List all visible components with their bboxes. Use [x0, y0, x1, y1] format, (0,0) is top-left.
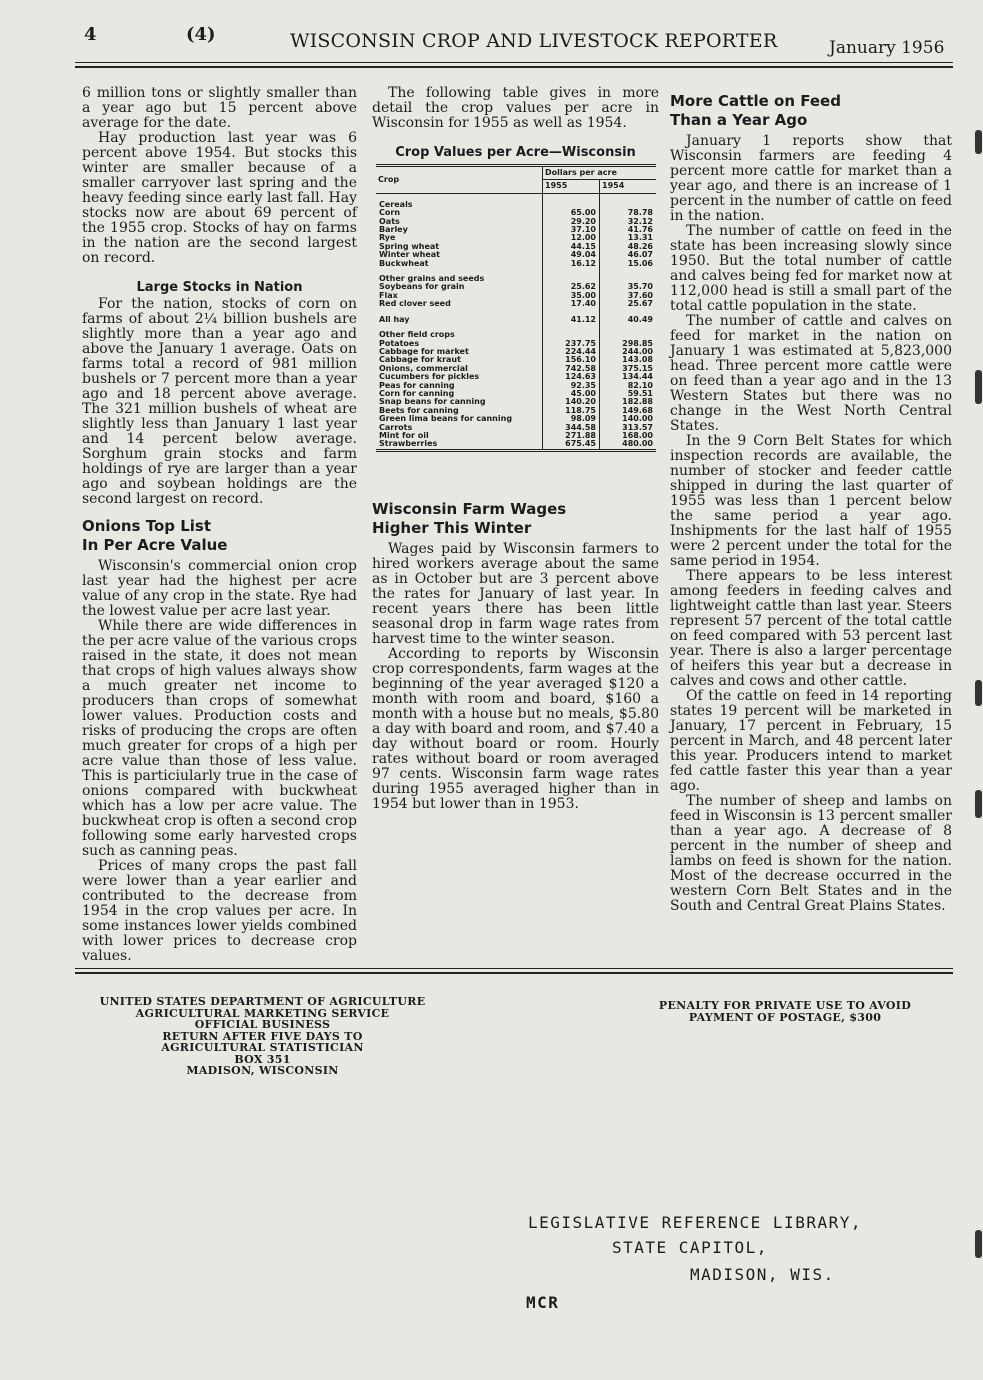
- table-cell-1954: 375.15: [600, 365, 657, 373]
- table-row: [376, 432, 656, 440]
- table-group-label: Other field crops: [379, 330, 455, 340]
- table-cell-1955: 16.12: [543, 260, 600, 268]
- table-row: [376, 292, 656, 300]
- crop-values-table: [376, 164, 656, 452]
- table-cell-crop: Onions, commercial: [379, 364, 468, 373]
- table-cell-1955: 156.10: [543, 356, 600, 364]
- table-row: [376, 415, 656, 423]
- table-cell-crop: Soybeans for grain: [379, 283, 465, 292]
- heading-line: Wisconsin Farm Wages: [372, 499, 567, 518]
- table-cell-1955: 675.45: [543, 440, 600, 450]
- footer-rule-double: [75, 972, 953, 974]
- table-cell-1955: 41.12: [543, 309, 600, 324]
- table-row: [376, 390, 656, 398]
- table-cell-crop: Corn: [379, 209, 401, 218]
- table-row: [376, 398, 656, 406]
- paragraph: While there are wide differences in the per acre value of the various crops raised in the state, it does not mean that crops of high values always show a much greater net income to producers than crops of somewhat lower values. Production costs and risks of producing the crops are often much greater for crops of a high per acre value than those of less value. This is particiularly true in the case of onions compared with buckwheat which has a low per acre value. The buckwheat crop is often a second crop following some early harvested crops such as canning peas.: [82, 618, 357, 859]
- table-group-row: [376, 193, 656, 209]
- table-cell-1954: 313.57: [600, 424, 657, 432]
- table-cell-empty: [543, 193, 600, 209]
- table-cell-empty: [600, 268, 657, 283]
- table-header-group: Dollars per acre: [543, 166, 657, 180]
- heading-line: Onions Top List: [82, 517, 212, 535]
- table-group-row: [376, 324, 656, 339]
- recipient-address-line: MADISON, WIS.: [690, 1265, 835, 1284]
- table-cell-crop: Carrots: [379, 423, 413, 432]
- table-cell-1954: 134.44: [600, 373, 657, 381]
- table-cell-1955: 25.62: [543, 283, 600, 291]
- table-group-label: Other grains and seeds: [379, 274, 485, 284]
- table-cell-crop: Beets for canning: [379, 406, 459, 415]
- table-cell-1954: 480.00: [600, 440, 657, 450]
- table-cell-crop: Cabbage for kraut: [379, 356, 461, 365]
- table-group-label: Cereals: [379, 199, 413, 209]
- heading-line: In Per Acre Value: [82, 536, 228, 554]
- scan-edge-mark: [975, 790, 982, 818]
- column-middle: [372, 86, 659, 812]
- heading-line: Higher This Winter: [372, 518, 532, 537]
- table-cell-crop: Corn for canning: [379, 389, 455, 398]
- table-cell-1954: 32.12: [600, 218, 657, 226]
- table-cell-1955: 29.20: [543, 218, 600, 226]
- table-row: [376, 283, 656, 291]
- return-address-line: MADISON, WISCONSIN: [186, 1064, 339, 1077]
- subheading: Large Stocks in Nation: [136, 280, 303, 295]
- postage-notice-line: PENALTY FOR PRIVATE USE TO AVOID: [658, 999, 912, 1012]
- table-row: [376, 348, 656, 356]
- table-cell-1954: 13.31: [600, 234, 657, 242]
- table-cell-1954: 46.07: [600, 251, 657, 259]
- scan-edge-mark: [975, 130, 982, 154]
- table-row: [376, 373, 656, 381]
- return-address-line: AGRICULTURAL STATISTICIAN: [161, 1041, 364, 1054]
- paragraph: Prices of many crops the past fall were lower than a year earlier and contributed to the decrease from 1954 in the crop values per acre. In some instances lower yields combined with lower prices to decrease crop values.: [82, 858, 357, 964]
- table-cell-1955: 98.09: [543, 415, 600, 423]
- table-cell-crop: Cabbage for market: [379, 347, 469, 356]
- table-cell-1954: 48.26: [600, 243, 657, 251]
- return-address-line: RETURN AFTER FIVE DAYS TO: [162, 1029, 363, 1043]
- table-header-crop: Crop: [376, 166, 543, 194]
- paragraph: The number of sheep and lambs on feed in Wisconsin is 13 percent smaller than a year ago. A decrease of 8 percent in the number of sheep and lambs on feed is shown for the nation. Most of the decrease occurred in the western Corn Belt States and in the South and Central Great Plains States.: [670, 793, 952, 914]
- scan-edge-mark: [975, 1230, 982, 1258]
- return-address-block: [70, 996, 455, 1077]
- table-cell-crop: Potatoes: [379, 339, 420, 348]
- postage-notice-line: PAYMENT OF POSTAGE, $300: [688, 1010, 882, 1024]
- header-rule: [75, 62, 953, 63]
- table-header-1954: 1954: [600, 180, 657, 193]
- scan-edge-mark: [975, 680, 982, 706]
- table-cell-crop: Red clover seed: [379, 300, 451, 309]
- table-row: [376, 382, 656, 390]
- table-row: [376, 209, 656, 217]
- return-address-line: AGRICULTURAL MARKETING SERVICE: [135, 1006, 390, 1020]
- table-cell-crop: Peas for canning: [379, 381, 455, 390]
- header-rule-double: [75, 66, 953, 68]
- table-cell-1954: 244.00: [600, 348, 657, 356]
- table-cell-1955: 92.35: [543, 382, 600, 390]
- publication-title: WISCONSIN CROP AND LIVESTOCK REPORTER: [290, 30, 778, 52]
- recipient-address-line: LEGISLATIVE REFERENCE LIBRARY,: [528, 1213, 862, 1232]
- paragraph: In the 9 Corn Belt States for which inspection records are available, the number of stocker and feeder cattle shipped in during the last quarter of 1955 was less than 1 percent below the same period a year ago. Inshipments for the last half of 1955 were 2 percent under the total for the same period in 1954.: [670, 433, 952, 569]
- page-number-parenthetical: (4): [186, 24, 216, 45]
- paragraph: Of the cattle on feed in 14 reporting states 19 percent will be marketed in January, 17 percent in February, 15 percent in March, and 48 percent later this year. Producers intend to market fed cattle faster this year than a year ago.: [670, 688, 952, 794]
- table-group-row: [376, 268, 656, 283]
- table-cell-1954: 35.70: [600, 283, 657, 291]
- table-cell-1954: 78.78: [600, 209, 657, 217]
- paragraph: The number of cattle on feed in the state has been increasing slowly since 1950. But the total number of cattle and calves being fed for market now at 112,000 head is still a small part of the total cattle population in the state.: [670, 223, 952, 314]
- table-cell-1955: 17.40: [543, 300, 600, 308]
- scan-edge-mark: [975, 370, 982, 404]
- table-cell-crop: Cucumbers for pickles: [379, 373, 480, 382]
- table-header-1955: 1955: [543, 180, 600, 193]
- table-cell-1954: 41.76: [600, 226, 657, 234]
- paragraph: For the nation, stocks of corn on farms of about 2¼ billion bushels are slightly more than a year ago and above the January 1 average. Oats on farms total a record of 981 million bushels or 7 percent more than a year ago and 18 percent above average. The 321 million bushels of wheat are slightly less than January 1 last year and 14 percent below average. Sorghum grain stocks and farm holdings of rye are larger than a year ago and soybean holdings are the second largest on record.: [82, 296, 357, 507]
- table-cell-1954: 140.00: [600, 415, 657, 423]
- table-cell-1955: 37.10: [543, 226, 600, 234]
- table-row: [376, 218, 656, 226]
- return-address-line: UNITED STATES DEPARTMENT OF AGRICULTURE: [99, 995, 426, 1008]
- table-cell-1955: 65.00: [543, 209, 600, 217]
- table-cell-1954: 143.08: [600, 356, 657, 364]
- article-heading: [670, 92, 952, 130]
- routing-code: MCR: [526, 1293, 560, 1312]
- paragraph: There appears to be less interest among feeders in feeding calves and lightweight cattle than last year. Steers represent 57 percent of the total cattle on feed compared with 53 percent last year. There is also a larger percentage of heifers this year but a decrease in calves and cows and other cattle.: [670, 568, 952, 689]
- table-cell-1955: 237.75: [543, 340, 600, 348]
- column-left: [82, 86, 357, 964]
- heading-line: Than a Year Ago: [670, 111, 808, 129]
- table-cell-1955: 344.58: [543, 424, 600, 432]
- table-cell-1954: 59.51: [600, 390, 657, 398]
- table-cell-crop: Mint for oil: [379, 431, 429, 440]
- table-cell-crop: Strawberries: [379, 440, 438, 449]
- table-row: [376, 356, 656, 364]
- table-cell-1954: 82.10: [600, 382, 657, 390]
- table-cell-empty: [543, 268, 600, 283]
- table-row: [376, 243, 656, 251]
- table-cell-1955: 271.88: [543, 432, 600, 440]
- table-row: [376, 226, 656, 234]
- article-heading: [82, 517, 357, 555]
- table-row: [376, 234, 656, 242]
- table-cell-crop: Green lima beans for canning: [379, 415, 513, 424]
- paragraph: According to reports by Wisconsin crop correspondents, farm wages at the beginning of the year averaged $120 a month with room and board, $160 a month with a house but no meals, $5.80 a day with board and room, and $7.40 a day without board or room. Hourly rates without board or room averaged 97 cents. Wisconsin farm wage rates during 1955 averaged higher than in 1954 but lower than in 1953.: [372, 645, 659, 812]
- table-cell-1955: 224.44: [543, 348, 600, 356]
- table-cell-empty: [543, 324, 600, 339]
- table-row: [376, 300, 656, 308]
- article-heading: [372, 500, 659, 538]
- table-row: [376, 309, 656, 324]
- table-row: [376, 365, 656, 373]
- paragraph: 6 million tons or slightly smaller than a year ago but 15 percent above average for the date.: [82, 85, 357, 131]
- table-cell-1955: 118.75: [543, 407, 600, 415]
- table-row: [376, 407, 656, 415]
- issue-date: January 1956: [829, 38, 945, 58]
- table-cell-1955: 35.00: [543, 292, 600, 300]
- table-cell-1955: 45.00: [543, 390, 600, 398]
- table-cell-1955: 742.58: [543, 365, 600, 373]
- paragraph: The following table gives in more detail the crop values per acre in Wisconsin for 1955 as well as 1954.: [372, 85, 659, 131]
- table-cell-1954: 182.88: [600, 398, 657, 406]
- paragraph: Hay production last year was 6 percent above 1954. But stocks this winter are smaller because of a smaller carryover last spring and the heavy feeding since early last fall. Hay stocks now are about 69 percent of the 1955 crop. Stocks of hay on farms in the nation are the second largest on record.: [82, 130, 357, 266]
- table-row: [376, 440, 656, 450]
- table-cell-1955: 49.04: [543, 251, 600, 259]
- table-cell-crop: Spring wheat: [379, 242, 440, 251]
- table-cell-1955: 12.00: [543, 234, 600, 242]
- table-cell-crop: Barley: [379, 226, 408, 235]
- table-row: [376, 251, 656, 259]
- table-cell-crop: Oats: [379, 217, 400, 226]
- paragraph: January 1 reports show that Wisconsin farmers are feeding 4 percent more cattle for market than a year ago, and there is an increase of 1 percent in the number of cattle on feed in the nation.: [670, 133, 952, 224]
- table-cell-crop: All hay: [379, 314, 410, 324]
- table-cell-crop: Winter wheat: [379, 251, 440, 260]
- table-cell-empty: [600, 193, 657, 209]
- table-cell-1954: 168.00: [600, 432, 657, 440]
- table-cell-empty: [600, 324, 657, 339]
- paragraph: The number of cattle and calves on feed for market in the nation on January 1 was estimated at 5,823,000 head. Three percent more cattle were on feed than a year ago and in the 13 Western States but there was no change in the West North Central States.: [670, 313, 952, 434]
- table-cell-1954: 149.68: [600, 407, 657, 415]
- postage-notice: [610, 1000, 960, 1023]
- table-cell-1954: 298.85: [600, 340, 657, 348]
- paragraph: Wisconsin's commercial onion crop last year had the highest per acre value of any crop in the state. Rye had the lowest value per acre last year.: [82, 558, 357, 619]
- table-row: [376, 340, 656, 348]
- table-cell-1955: 44.15: [543, 243, 600, 251]
- table-cell-crop: Snap beans for canning: [379, 398, 486, 407]
- page-number: 4: [84, 24, 97, 45]
- recipient-address-line: STATE CAPITOL,: [612, 1238, 768, 1257]
- table-cell-1955: 140.20: [543, 398, 600, 406]
- table-cell-1955: 124.63: [543, 373, 600, 381]
- heading-line: More Cattle on Feed: [670, 92, 841, 110]
- table-cell-crop: Buckwheat: [379, 259, 429, 268]
- table-cell-1954: 25.67: [600, 300, 657, 308]
- table-row: [376, 260, 656, 268]
- column-right: [670, 92, 952, 914]
- paragraph: Wages paid by Wisconsin farmers to hired workers average about the same as in October but are 3 percent above the rates for January of last year. In recent years there has been little seasonal drop in farm wage rates from harvest time to the winter season.: [372, 540, 659, 647]
- table-cell-1954: 40.49: [600, 309, 657, 324]
- table-cell-crop: Flax: [379, 291, 398, 300]
- return-address-line: OFFICIAL BUSINESS: [194, 1018, 331, 1031]
- footer-rule: [75, 968, 953, 969]
- table-cell-crop: Rye: [379, 234, 396, 243]
- table-title: Crop Values per Acre—Wisconsin: [395, 145, 636, 160]
- return-address-line: BOX 351: [234, 1052, 291, 1066]
- table-row: [376, 424, 656, 432]
- table-cell-1954: 15.06: [600, 260, 657, 268]
- table-cell-1954: 37.60: [600, 292, 657, 300]
